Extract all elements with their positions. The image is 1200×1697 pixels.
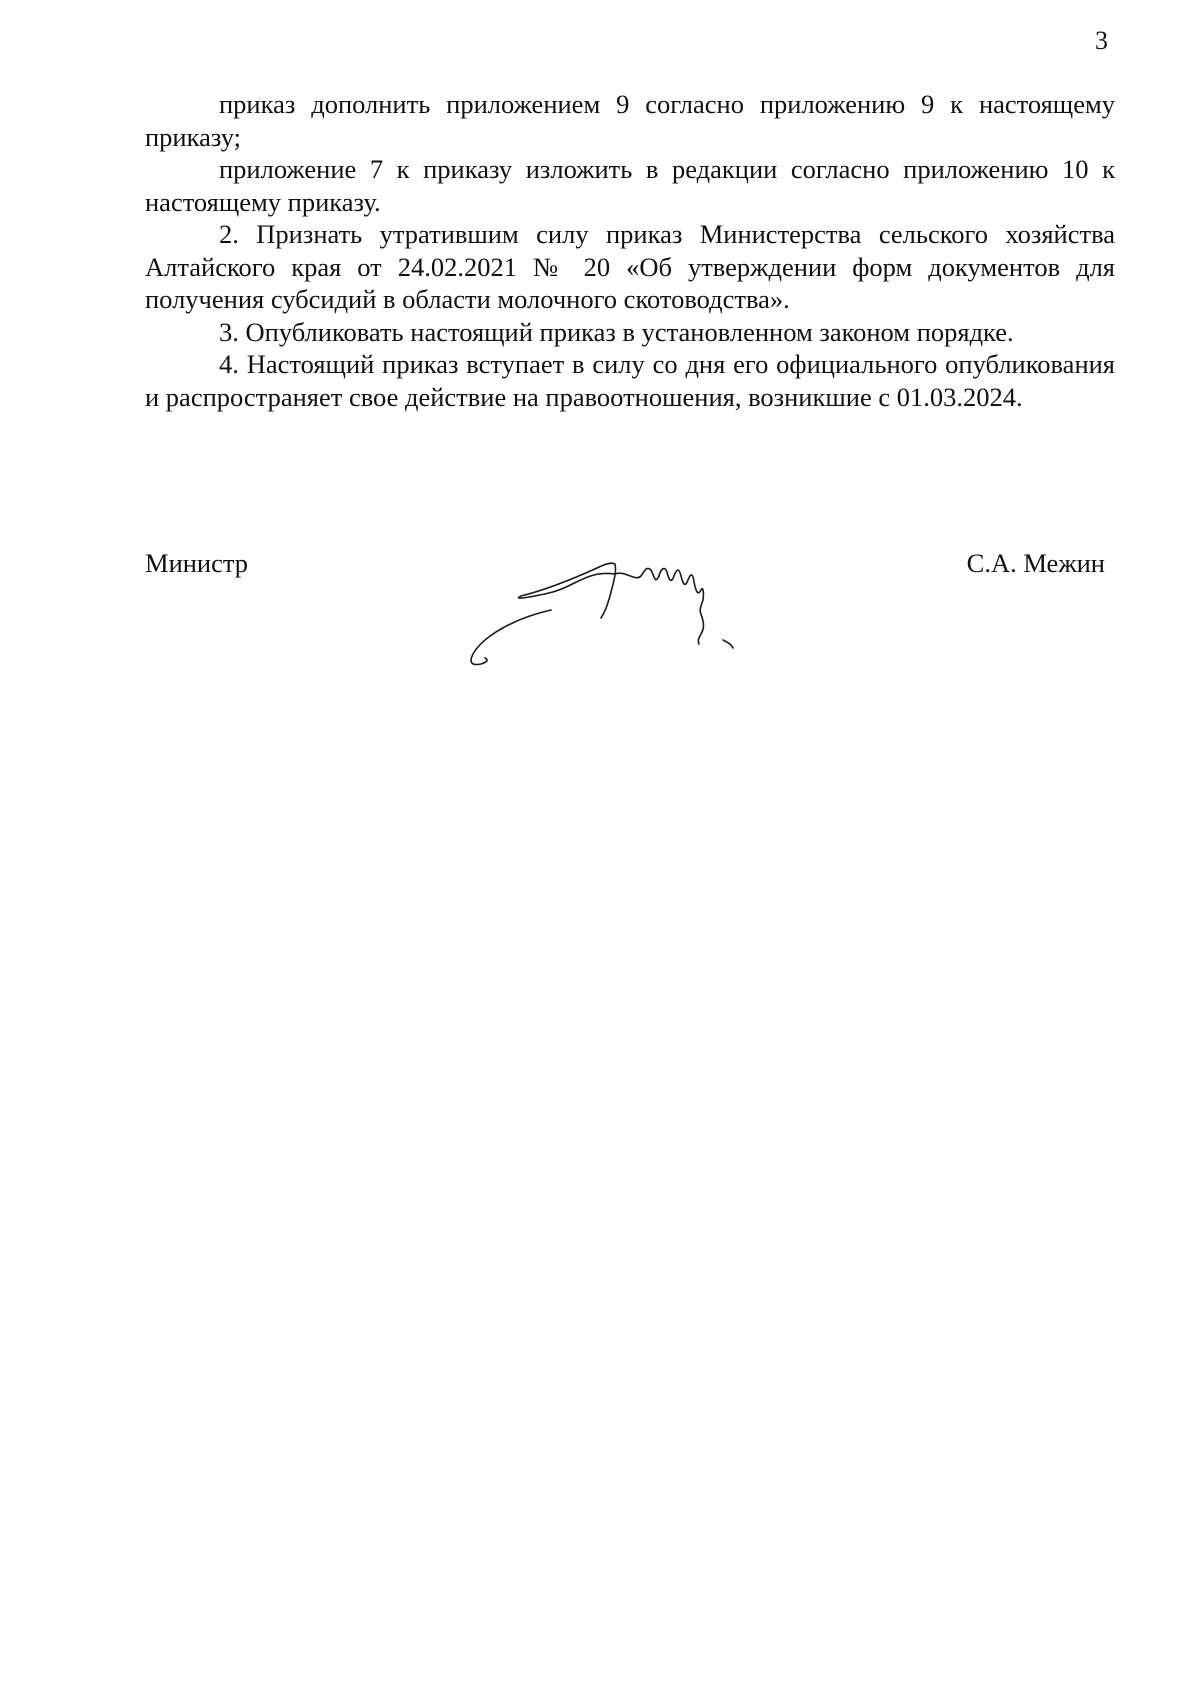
signature-block xyxy=(145,548,1105,688)
paragraph: 4. Настоящий приказ вступает в силу со дня его официального опубликования и распространяет свое действие на правоотношения, возникшие с 01.03.2024. xyxy=(145,349,1115,412)
paragraph: приложение 7 к приказу изложить в редакции согласно приложению 10 к настоящему приказу. xyxy=(145,154,1115,217)
paragraph: 3. Опубликовать настоящий приказ в установленном законом порядке. xyxy=(219,316,1014,347)
paragraph: приказ дополнить приложением 9 согласно приложению 9 к настоящему приказу; xyxy=(145,89,1115,152)
page-number: 3 xyxy=(1095,26,1108,55)
document-body xyxy=(145,88,1115,413)
signer-name: С.А. Межин xyxy=(966,548,1105,578)
signer-title: Министр xyxy=(145,548,249,578)
paragraph: 2. Признать утратившим силу приказ Министерства сельского хозяйства Алтайского края от 24.02.2021 № 20 «Об утверждении форм документов для получения субсидий в области молочного скотоводства». xyxy=(145,219,1115,314)
handwritten-signature xyxy=(465,540,795,680)
